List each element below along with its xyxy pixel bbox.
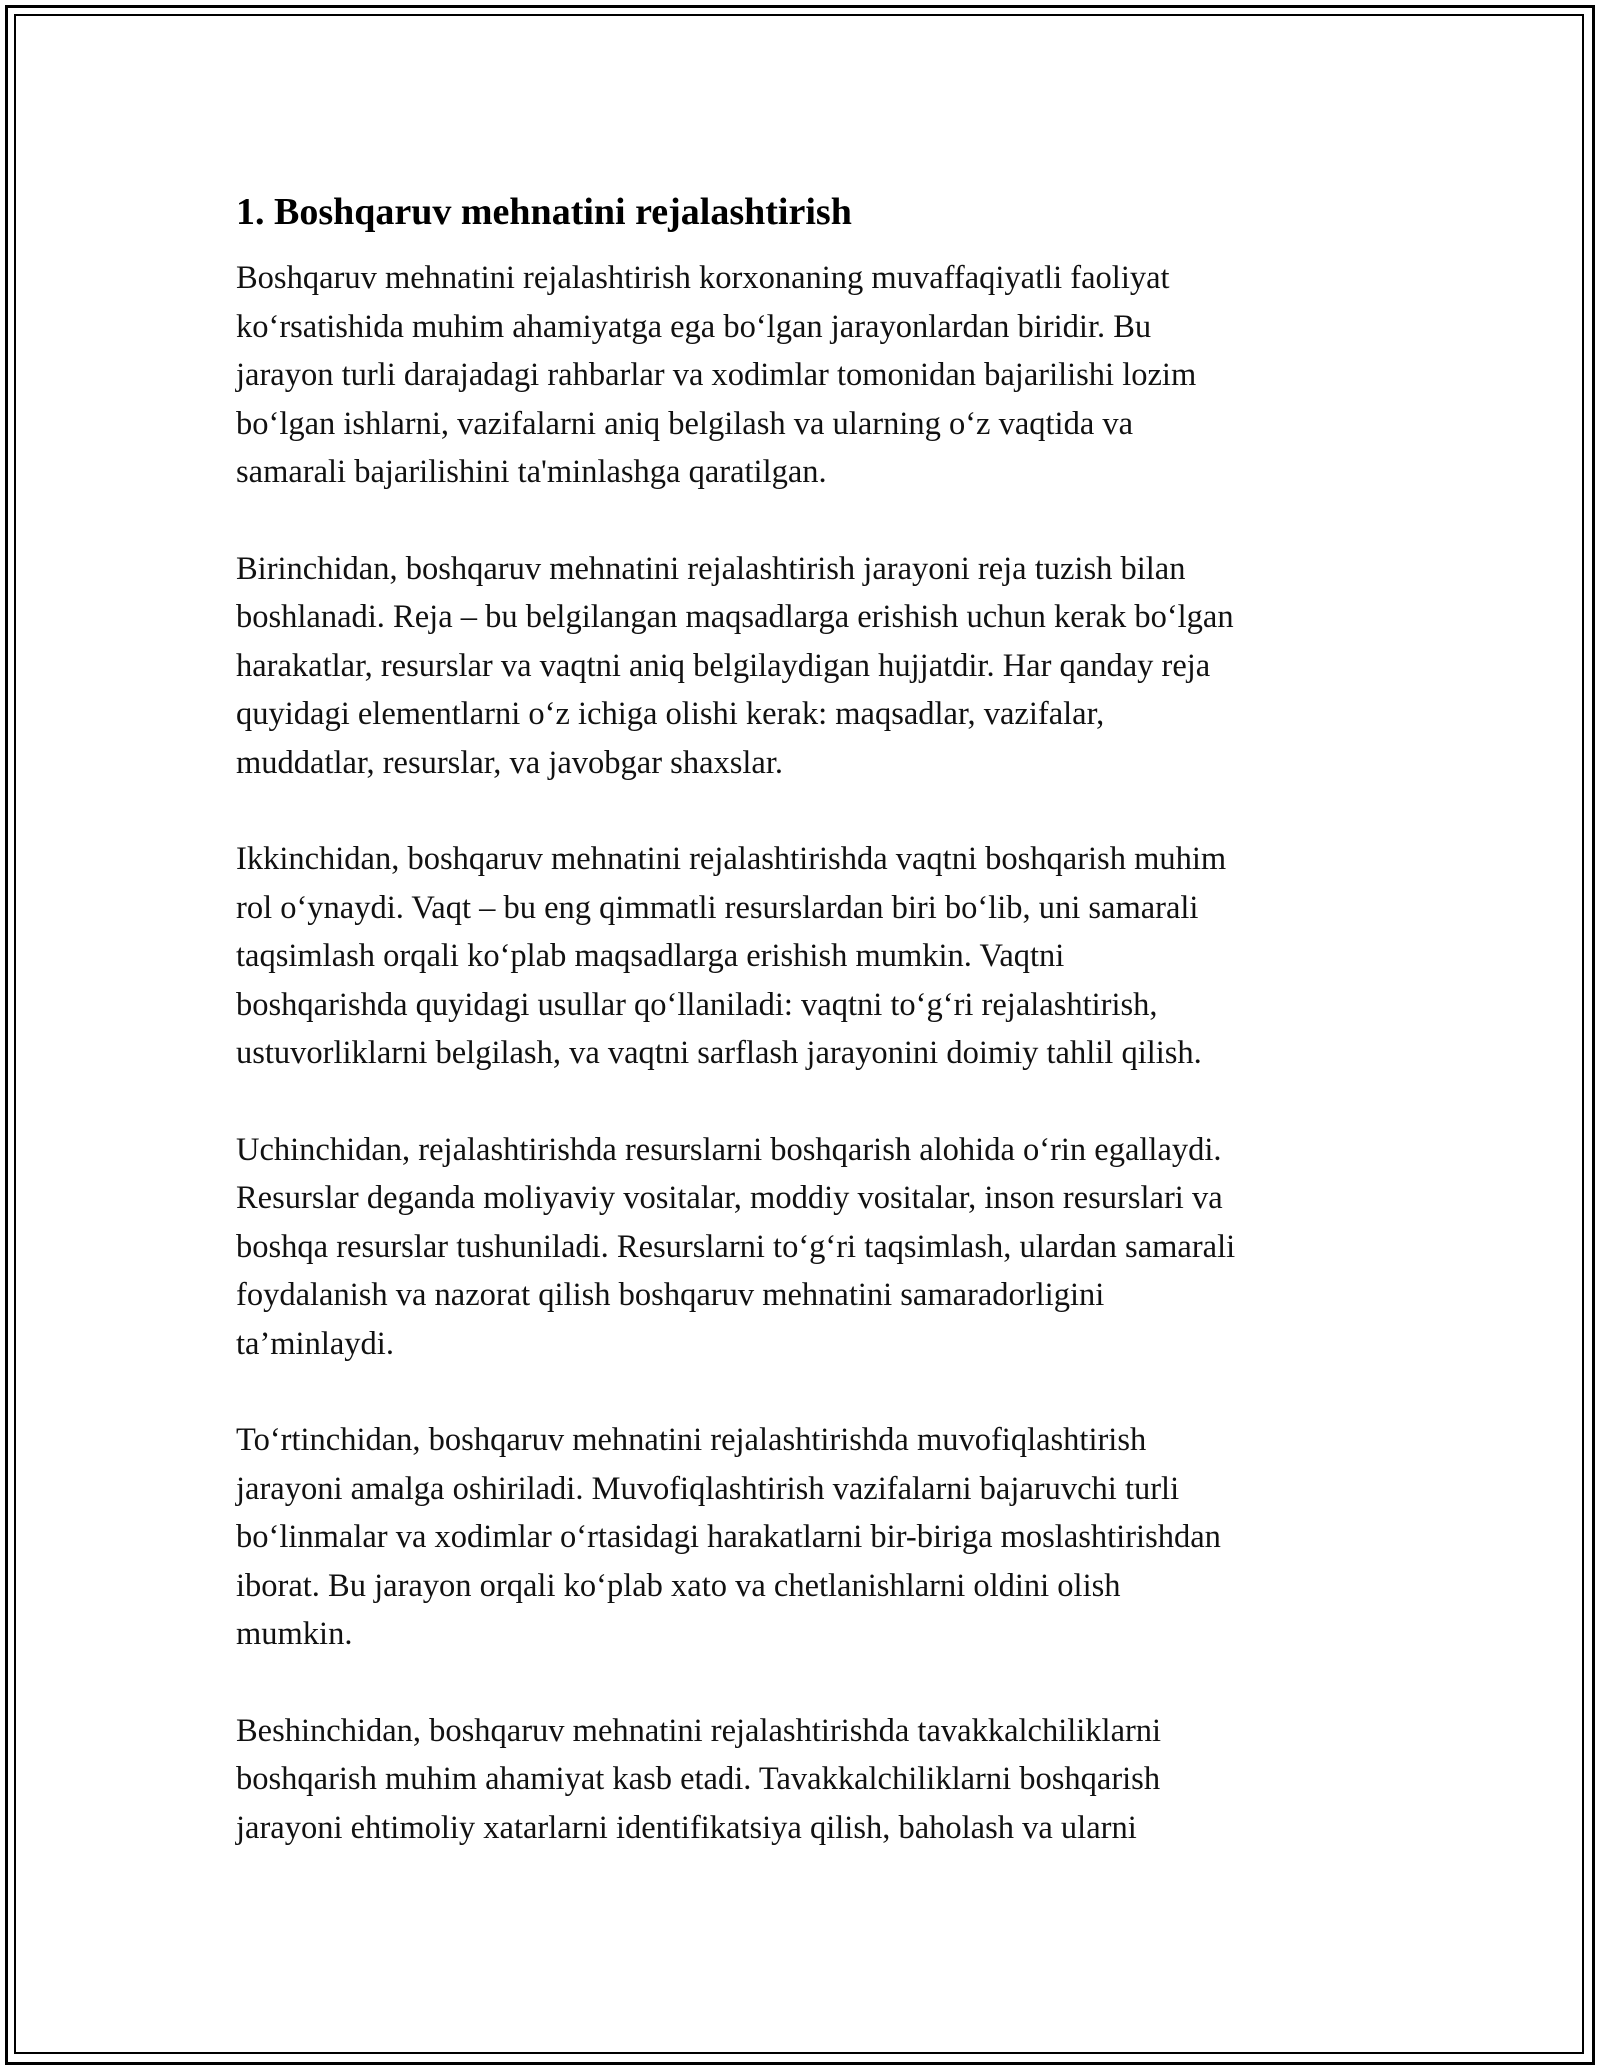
text-line: ustuvorliklarni belgilash, va vaqtni sarflash jarayonini doimiy tahlil qilish. (236, 1035, 1202, 1071)
text-line: boshqarish muhim ahamiyat kasb etadi. Tavakkalchiliklarni boshqarish (236, 1761, 1161, 1797)
paragraph-second (236, 835, 1406, 1078)
text-line: quyidagi elementlarni oʻz ichiga olishi kerak: maqsadlar, vazifalar, (236, 696, 1105, 732)
section-heading: 1. Boshqaruv mehnatini rejalashtirish (236, 191, 852, 233)
text-line: foydalanish va nazorat qilish boshqaruv mehnatini samaradorligini (236, 1277, 1105, 1313)
text-line: Toʻrtinchidan, boshqaruv mehnatini rejalashtirishda muvofiqlashtirish (236, 1422, 1147, 1458)
text-line: boshqa resurslar tushuniladi. Resurslarni toʻgʻri taqsimlash, ulardan samarali (236, 1228, 1236, 1265)
paragraph-first (236, 545, 1406, 788)
text-line: samarali bajarilishini ta'minlashga qaratilgan. (236, 454, 827, 490)
text-line: mumkin. (236, 1616, 353, 1652)
text-line: Beshinchidan, boshqaruv mehnatini rejalashtirishda tavakkalchiliklarni (236, 1712, 1162, 1749)
text-line: Uchinchidan, rejalashtirishda resurslarni boshqarish alohida oʻrin egallaydi. (236, 1131, 1222, 1168)
text-line: Boshqaruv mehnatini rejalashtirish korxonaning muvaffaqiyatli faoliyat (236, 260, 1170, 296)
text-line: boʻlinmalar va xodimlar oʻrtasidagi harakatlarni bir-biriga moslashtirishdan (236, 1519, 1221, 1555)
text-line: taqsimlash orqali koʻplab maqsadlarga erishish mumkin. Vaqtni (236, 938, 1065, 974)
text-line: jarayon turli darajadagi rahbarlar va xodimlar tomonidan bajarilishi lozim (236, 357, 1197, 393)
text-line: boshlanadi. Reja – bu belgilangan maqsadlarga erishish uchun kerak boʻlgan (236, 599, 1234, 635)
document-body (236, 186, 1406, 1900)
text-line: jarayoni amalga oshiriladi. Muvofiqlashtirish vazifalarni bajaruvchi turli (236, 1470, 1180, 1507)
text-line: boshqarishda quyidagi usullar qoʻllaniladi: vaqtni toʻgʻri rejalashtirish, (236, 986, 1158, 1023)
paragraph-intro (236, 254, 1406, 497)
text-line: rol oʻynaydi. Vaqt – bu eng qimmatli resurslardan biri boʻlib, uni samarali (236, 889, 1199, 926)
text-line: Birinchidan, boshqaruv mehnatini rejalashtirish jarayoni reja tuzish bilan (236, 550, 1186, 587)
text-line: koʻrsatishida muhim ahamiyatga ega boʻlgan jarayonlardan biridir. Bu (236, 308, 1152, 345)
paragraph-fifth (236, 1707, 1406, 1853)
text-line: harakatlar, resurslar va vaqtni aniq belgilaydigan hujjatdir. Har qanday reja (236, 647, 1211, 684)
text-line: iborat. Bu jarayon orqali koʻplab xato va chetlanishlarni oldini olish (236, 1567, 1121, 1604)
text-line: Ikkinchidan, boshqaruv mehnatini rejalashtirishda vaqtni boshqarish muhim (236, 841, 1227, 877)
text-line: ta’minlaydi. (236, 1325, 394, 1362)
paragraph-third (236, 1126, 1406, 1369)
paragraph-fourth (236, 1416, 1406, 1659)
text-line: jarayoni ehtimoliy xatarlarni identifikatsiya qilish, baholash va ularni (236, 1809, 1137, 1846)
text-line: Resurslar deganda moliyaviy vositalar, moddiy vositalar, inson resurslari va (236, 1180, 1223, 1216)
text-line: boʻlgan ishlarni, vazifalarni aniq belgilash va ularning oʻz vaqtida va (236, 405, 1134, 442)
text-line: muddatlar, resurslar, va javobgar shaxslar. (236, 744, 784, 781)
